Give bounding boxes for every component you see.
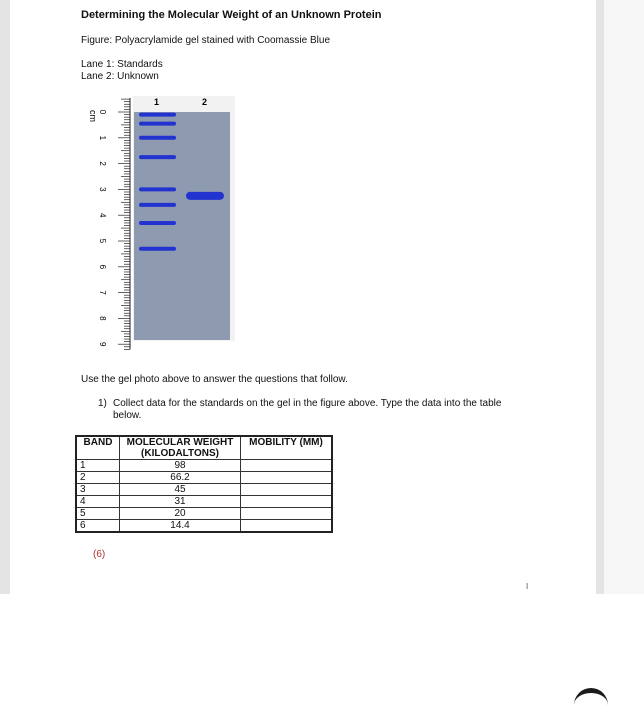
band-cell: 1 [76,460,120,472]
band-cell: 3 [76,484,120,496]
instructions-text: Use the gel photo above to answer the questions that follow. [81,374,348,385]
band-cell: 4 [76,496,120,508]
ruler [118,98,130,349]
standard-band [139,113,176,117]
lane-1-number: 1 [154,97,160,107]
mw-cell: 31 [120,496,241,508]
band-cell: 2 [76,472,120,484]
ruler-label: 4 [98,212,107,218]
ruler-labels [98,110,107,347]
lane-1-label: Lane 1: Standards [81,59,163,70]
standard-band [139,203,176,207]
ruler-label: 3 [98,187,107,192]
mobility-input-cell[interactable] [241,508,333,520]
unknown-band [186,192,224,200]
standards-data-table [75,435,333,533]
standard-band [139,122,176,126]
mobility-input-cell[interactable] [241,472,333,484]
figure-caption: Figure: Polyacrylamide gel stained with Coomassie Blue [81,35,331,46]
mw-cell: 66.2 [120,472,241,484]
ruler-label: 9 [98,341,107,347]
table-row [76,508,332,520]
ruler-label: 8 [98,316,107,321]
header-mobility: MOBILITY (MM) [241,436,333,460]
ruler-label: 6 [98,264,107,270]
header-molecular-weight: MOLECULAR WEIGHT (KILODALTONS) [120,436,241,460]
mw-cell: 45 [120,484,241,496]
corner-icon [574,688,608,713]
standard-band [139,221,176,225]
ruler-label: 1 [98,135,107,141]
table-row [76,496,332,508]
mw-cell: 20 [120,508,241,520]
table-row [76,460,332,472]
lane-2-label: Lane 2: Unknown [81,71,159,82]
table-row [76,472,332,484]
points-value: (6) [93,549,106,560]
ruler-label: 5 [98,238,107,244]
header-band: BAND [76,436,120,460]
mobility-input-cell[interactable] [241,484,333,496]
mw-cell: 98 [120,460,241,472]
lane-2-number: 2 [202,97,208,107]
question-1-text: Collect data for the standards on the gel in the figure above. Type the data into the table below. [113,398,502,421]
ruler-label: 0 [98,109,107,115]
ruler-label: 2 [98,161,107,166]
document-title: Determining the Molecular Weight of an Unknown Protein [81,9,382,21]
gel-body [134,112,230,340]
mobility-input-cell[interactable] [241,496,333,508]
table-row [76,484,332,496]
page-mark: I [526,582,529,591]
band-cell: 6 [76,520,120,533]
ruler-label: 7 [98,290,107,295]
question-1 [98,398,518,422]
band-cell: 5 [76,508,120,520]
standard-band [139,136,176,140]
ruler-unit-label: cm [88,110,98,122]
question-1-number: 1) [98,398,107,409]
mobility-input-cell[interactable] [241,460,333,472]
mw-cell: 14.4 [120,520,241,533]
standard-band [139,247,176,251]
standard-band [139,155,176,159]
standard-band [139,187,176,191]
mobility-input-cell[interactable] [241,520,333,533]
table-row [76,520,332,533]
